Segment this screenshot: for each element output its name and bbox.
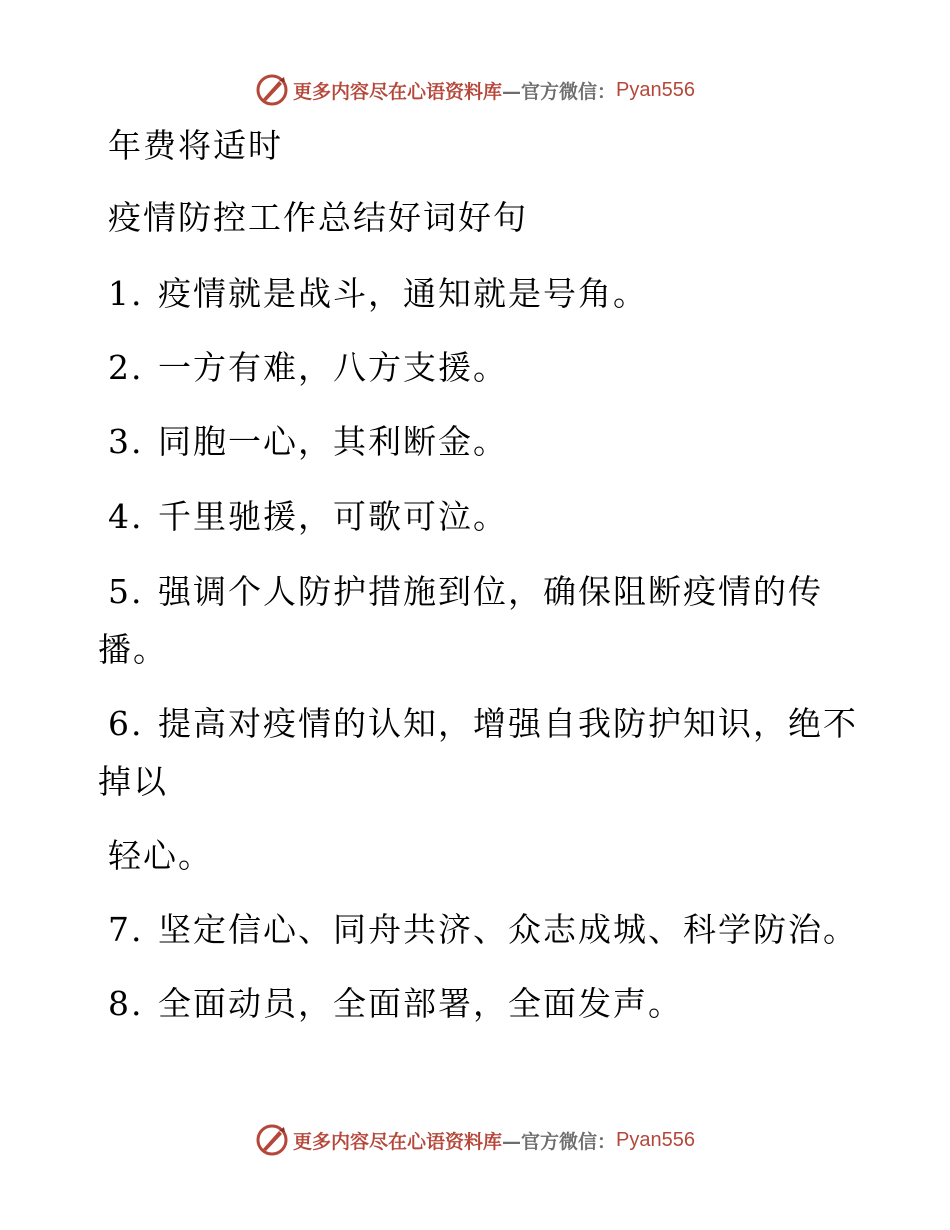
wechat-id: Pyan556 bbox=[616, 78, 695, 101]
list-item bbox=[108, 910, 858, 950]
section-title: 疫情防控工作总结好词好句 bbox=[108, 198, 528, 237]
footer-watermark bbox=[0, 1120, 950, 1160]
item-number: 6. bbox=[108, 704, 144, 743]
list-item bbox=[108, 984, 683, 1024]
item-text: 强调个人防护措施到位，确保阻断疫情的传 bbox=[158, 572, 823, 611]
line-intro bbox=[108, 126, 283, 166]
item-text: 播。 bbox=[98, 630, 168, 669]
item-text: 坚定信心、同舟共济、众志成城、科学防治。 bbox=[158, 910, 858, 949]
list-item bbox=[108, 274, 648, 314]
list-item bbox=[108, 497, 508, 537]
item-number: 2. bbox=[108, 348, 144, 387]
wechat-id: Pyan556 bbox=[616, 1128, 695, 1151]
item-text: 轻心。 bbox=[108, 836, 213, 875]
item-text: 一方有难，八方支援。 bbox=[158, 348, 508, 387]
list-item-continuation bbox=[98, 630, 168, 670]
wechat-label: —官方微信： bbox=[502, 1130, 617, 1153]
header-watermark bbox=[0, 70, 950, 110]
list-item bbox=[108, 704, 858, 744]
item-text: 全面动员，全面部署，全面发声。 bbox=[158, 984, 683, 1023]
item-text: 掉以 bbox=[98, 762, 168, 801]
list-item bbox=[108, 348, 508, 388]
line-title bbox=[108, 198, 528, 238]
item-text: 提高对疫情的认知，增强自我防护知识，绝不 bbox=[158, 704, 858, 743]
item-number: 8. bbox=[108, 984, 144, 1023]
item-number: 7. bbox=[108, 910, 144, 949]
item-text: 疫情就是战斗，通知就是号角。 bbox=[158, 274, 648, 313]
item-number: 5. bbox=[108, 572, 144, 611]
item-number: 3. bbox=[108, 422, 144, 461]
item-number: 1. bbox=[108, 274, 144, 313]
quill-logo-icon bbox=[255, 73, 289, 107]
item-number: 4. bbox=[108, 497, 144, 536]
wechat-label: —官方微信： bbox=[502, 80, 617, 103]
site-name: 更多内容尽在心语资料库 bbox=[293, 80, 503, 103]
item-text: 同胞一心，其利断金。 bbox=[158, 422, 508, 461]
site-name: 更多内容尽在心语资料库 bbox=[293, 1130, 503, 1153]
list-item bbox=[108, 572, 823, 612]
quill-logo-icon bbox=[255, 1123, 289, 1157]
item-text: 千里驰援，可歌可泣。 bbox=[158, 497, 508, 536]
list-item-continuation bbox=[98, 762, 168, 802]
list-item-continuation bbox=[108, 836, 213, 876]
intro-text: 年费将适时 bbox=[108, 126, 283, 165]
list-item bbox=[108, 422, 508, 462]
